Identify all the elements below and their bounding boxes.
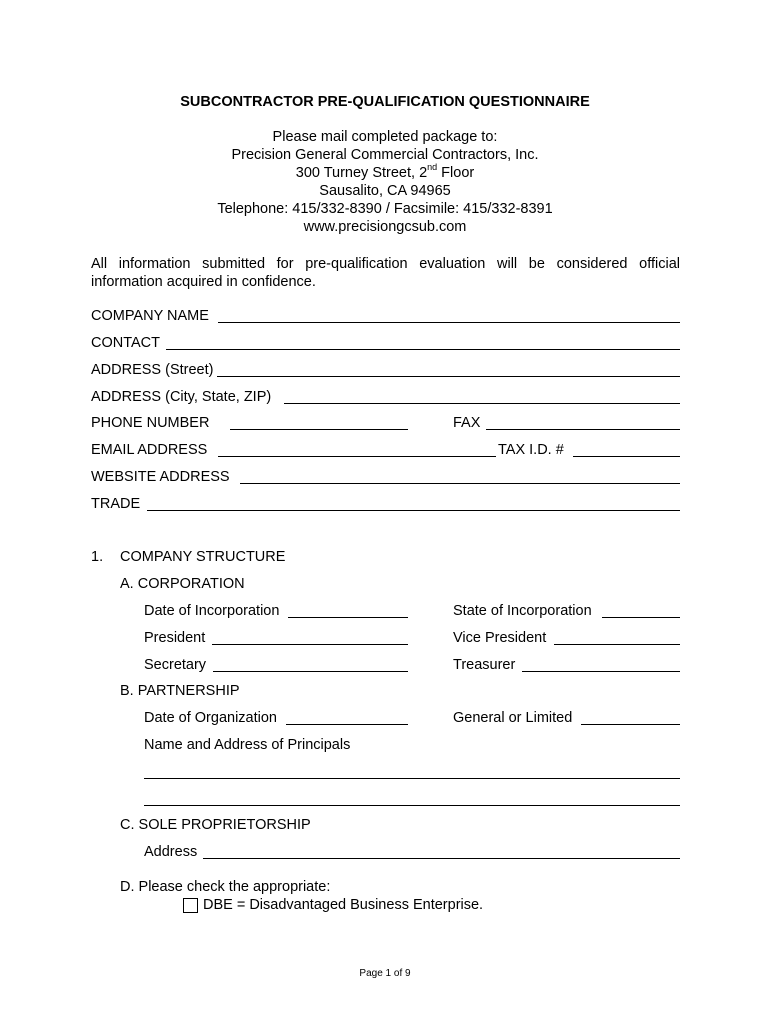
treasurer-label: Treasurer <box>453 657 516 673</box>
president-field[interactable] <box>212 644 408 645</box>
check-appropriate-label: D. Please check the appropriate: <box>120 879 331 895</box>
sole-proprietorship-heading: C. SOLE PROPRIETORSHIP <box>120 817 311 833</box>
page-number: Page 1 of 9 <box>359 968 411 979</box>
state-of-incorporation-label: State of Incorporation <box>453 603 592 619</box>
company-name-label: COMPANY NAME <box>91 308 209 324</box>
email-label: EMAIL ADDRESS <box>91 442 208 458</box>
website-text: www.precisiongcsub.com <box>303 219 467 235</box>
website-field[interactable] <box>240 483 680 484</box>
address-street-label: ADDRESS (Street) <box>91 362 214 378</box>
address-city-field[interactable] <box>284 403 680 404</box>
phone-label: PHONE NUMBER <box>91 415 210 431</box>
trade-label: TRADE <box>91 496 141 512</box>
confidentiality-note: All information submitted for pre-qualification evaluation will be considered official information acquired in confidence. <box>91 256 680 290</box>
vice-president-label: Vice President <box>453 630 547 646</box>
section-heading: COMPANY STRUCTURE <box>120 549 286 565</box>
secretary-field[interactable] <box>213 671 408 672</box>
date-of-organization-field[interactable] <box>286 724 408 725</box>
principals-label: Name and Address of Principals <box>144 737 351 753</box>
street-address-text <box>0 162 770 182</box>
mail-intro: Please mail completed package to: <box>272 129 498 145</box>
website-label: WEBSITE ADDRESS <box>91 469 230 485</box>
contact-label: CONTACT <box>91 335 161 351</box>
sole-address-label: Address <box>144 844 198 860</box>
corporation-heading: A. CORPORATION <box>120 576 245 592</box>
vice-president-field[interactable] <box>554 644 680 645</box>
phone-fax-text: Telephone: 415/332-8390 / Facsimile: 415/332-8391 <box>217 201 553 217</box>
section-number: 1. <box>91 549 104 565</box>
street-sup: nd <box>427 162 438 173</box>
address-city-label: ADDRESS (City, State, ZIP) <box>91 389 272 405</box>
date-of-incorporation-field[interactable] <box>288 617 408 618</box>
city-text: Sausalito, CA 94965 <box>319 183 451 199</box>
state-of-incorporation-field[interactable] <box>602 617 680 618</box>
sole-address-field[interactable] <box>203 858 680 859</box>
general-or-limited-label: General or Limited <box>453 710 573 726</box>
fax-label: FAX <box>453 415 481 431</box>
tax-id-field[interactable] <box>573 456 680 457</box>
general-or-limited-field[interactable] <box>581 724 680 725</box>
contact-field[interactable] <box>166 349 680 350</box>
principals-field-line-1[interactable] <box>144 778 680 779</box>
dbe-label: DBE = Disadvantaged Business Enterprise. <box>203 897 484 913</box>
address-street-field[interactable] <box>217 376 680 377</box>
president-label: President <box>144 630 206 646</box>
secretary-label: Secretary <box>144 657 207 673</box>
street-post: Floor <box>437 165 475 181</box>
company-name-text: Precision General Commercial Contractors, Inc. <box>231 147 539 163</box>
principals-field-line-2[interactable] <box>144 805 680 806</box>
page-title: SUBCONTRACTOR PRE-QUALIFICATION QUESTIONNAIRE <box>180 94 590 110</box>
company-name-field[interactable] <box>218 322 680 323</box>
email-field[interactable] <box>218 456 496 457</box>
partnership-heading: B. PARTNERSHIP <box>120 683 240 699</box>
date-of-organization-label: Date of Organization <box>144 710 277 726</box>
street-pre: 300 Turney Street, 2 <box>295 165 428 181</box>
date-of-incorporation-label: Date of Incorporation <box>144 603 280 619</box>
fax-field[interactable] <box>486 429 680 430</box>
treasurer-field[interactable] <box>522 671 680 672</box>
dbe-checkbox[interactable] <box>183 898 198 913</box>
trade-field[interactable] <box>147 510 680 511</box>
phone-field[interactable] <box>230 429 408 430</box>
tax-id-label: TAX I.D. # <box>498 442 564 458</box>
